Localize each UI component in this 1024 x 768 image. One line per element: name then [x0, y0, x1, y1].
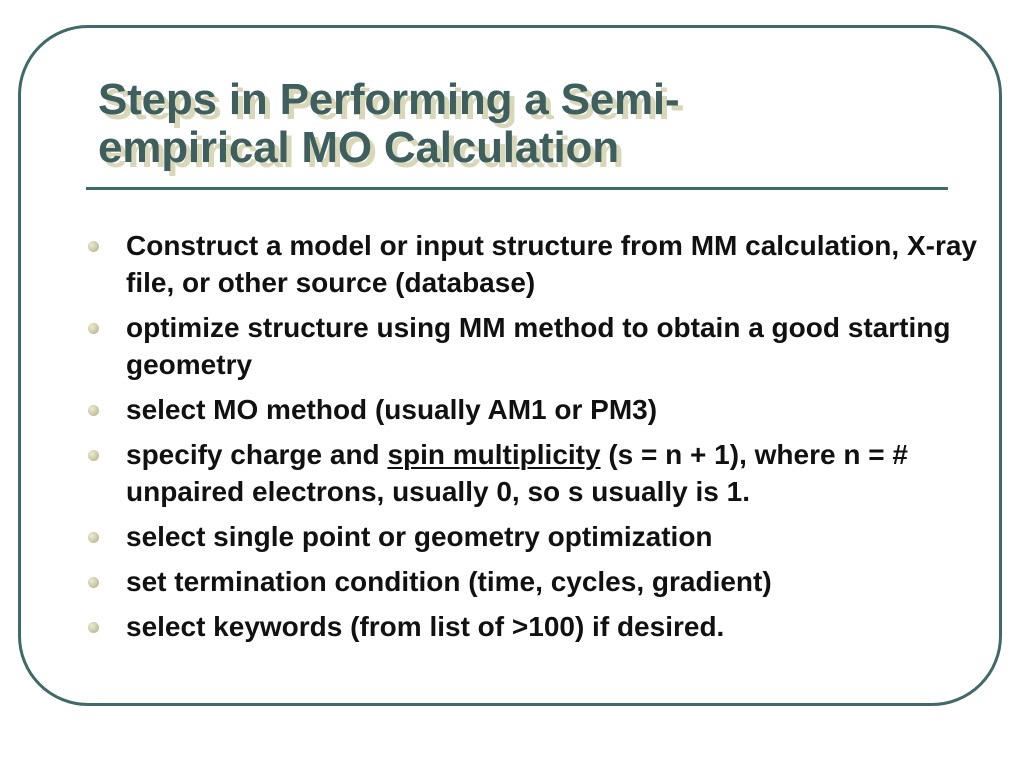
bullet-text-after: (s = n + 1), where n = # unpaired electrons, usually 0, so s usually is 1.	[126, 439, 908, 507]
bullet-text-before: specify charge and	[126, 439, 388, 470]
title-line-2: empirical MO Calculation	[98, 123, 619, 172]
bullet-dot-icon	[88, 405, 99, 416]
bullet-list	[88, 227, 998, 653]
spin-multiplicity-link[interactable]: spin multiplicity	[387, 439, 601, 470]
bullet-text: select MO method (usually AM1 or PM3)	[126, 394, 658, 425]
bullet-text: select single point or geometry optimization	[126, 521, 713, 552]
bullet-text: select keywords (from list of >100) if desired.	[126, 611, 725, 642]
bullet-text: Construct a model or input structure from MM calculation, X-ray file, or other source (database)	[126, 230, 977, 298]
bullet-item-7	[88, 608, 998, 645]
bullet-item-2	[88, 309, 998, 383]
bullet-dot-icon	[88, 450, 99, 461]
bullet-item-6	[88, 563, 998, 600]
bullet-dot-icon	[88, 532, 99, 543]
bullet-text: set termination condition (time, cycles, gradient)	[126, 566, 772, 597]
bullet-item-5	[88, 518, 998, 555]
title-divider	[86, 187, 948, 190]
bullet-dot-icon	[88, 577, 99, 588]
title-line-1: Steps in Performing a Semi-	[98, 75, 680, 124]
bullet-item-3	[88, 391, 998, 428]
bullet-dot-icon	[88, 241, 99, 252]
bullet-text: optimize structure using MM method to obtain a good starting geometry	[126, 312, 951, 380]
bullet-dot-icon	[88, 323, 99, 334]
bullet-dot-icon	[88, 622, 99, 633]
bullet-item-1	[88, 227, 998, 301]
bullet-item-4	[88, 436, 998, 510]
slide-title	[98, 76, 958, 172]
